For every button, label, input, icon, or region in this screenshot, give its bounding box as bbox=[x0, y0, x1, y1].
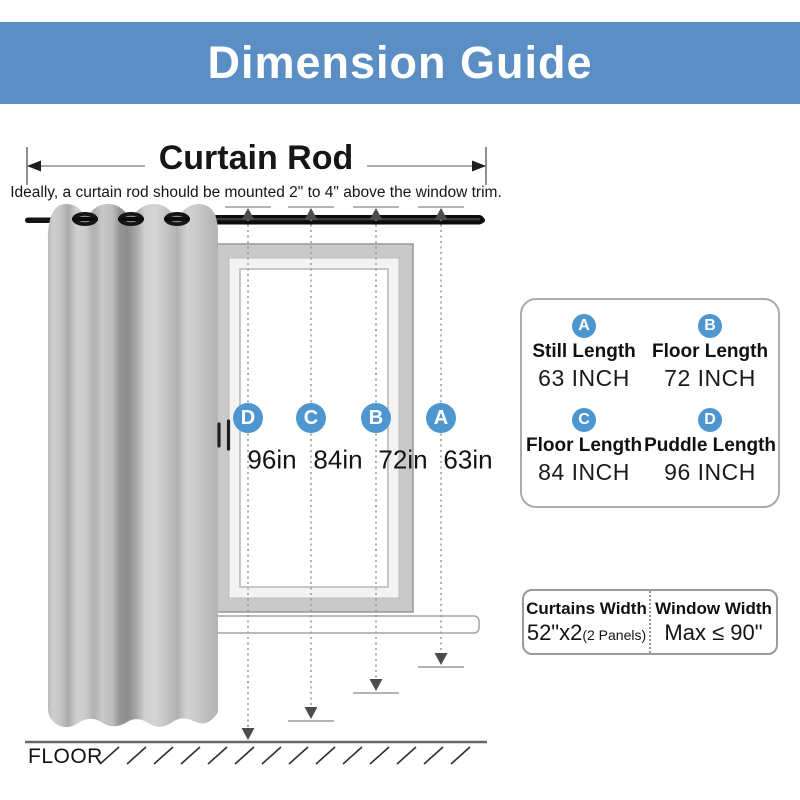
legend-value: 63 INCH bbox=[538, 365, 630, 391]
curtains-width-cell bbox=[524, 591, 649, 653]
window-width-label: Window Width bbox=[655, 598, 772, 618]
length-label-c: 84in bbox=[313, 444, 363, 475]
legend-label: Still Length bbox=[532, 341, 636, 362]
legend-label: Floor Length bbox=[525, 435, 643, 456]
window-sill bbox=[213, 616, 479, 633]
legend-label: Puddle Length bbox=[644, 435, 776, 456]
header-banner bbox=[0, 22, 800, 104]
curtain-panel bbox=[48, 204, 218, 727]
legend-badge-c: C bbox=[572, 408, 596, 432]
length-label-d: 96in bbox=[247, 444, 297, 475]
grommet-icon bbox=[72, 212, 98, 226]
floor-hatching bbox=[100, 747, 470, 764]
marker-badge-b: B bbox=[361, 403, 391, 433]
marker-badge-a: A bbox=[426, 403, 456, 433]
legend-item-c bbox=[524, 408, 644, 486]
arrow-down-icon bbox=[242, 653, 448, 740]
length-label-a: 63in bbox=[443, 444, 493, 475]
legend-badge-b: B bbox=[698, 314, 722, 338]
grommet-icon bbox=[164, 212, 190, 226]
curtain-rod-heading: Curtain Rod bbox=[0, 139, 512, 178]
curtains-width-value: 52"x2(2 Panels) bbox=[526, 619, 647, 645]
rod-mounting-note: Ideally, a curtain rod should be mounted 2" to 4" above the window trim. bbox=[10, 184, 502, 201]
legend-value: 72 INCH bbox=[664, 365, 756, 391]
page-title: Dimension Guide bbox=[207, 37, 593, 88]
marker-badge-c: C bbox=[296, 403, 326, 433]
width-info-box bbox=[522, 589, 778, 655]
legend-badge-d: D bbox=[698, 408, 722, 432]
marker-badge-d: D bbox=[233, 403, 263, 433]
legend-value: 96 INCH bbox=[664, 459, 756, 485]
bottom-measure-terminators bbox=[242, 653, 465, 740]
legend-value: 84 INCH bbox=[538, 459, 630, 485]
length-label-b: 72in bbox=[378, 444, 428, 475]
legend-badge-a: A bbox=[572, 314, 596, 338]
curtains-width-note: (2 Panels) bbox=[582, 626, 647, 643]
grommets bbox=[72, 212, 190, 226]
legend-item-d bbox=[644, 408, 776, 486]
grommet-icon bbox=[118, 212, 144, 226]
curtains-width-label: Curtains Width bbox=[526, 598, 647, 618]
window-width-cell bbox=[649, 591, 776, 653]
length-legend-box bbox=[520, 298, 780, 508]
floor-label: FLOOR bbox=[28, 745, 103, 768]
legend-item-a bbox=[524, 314, 644, 392]
legend-label: Floor Length bbox=[651, 341, 769, 362]
legend-item-b bbox=[644, 314, 776, 392]
window-width-value: Max ≤ 90" bbox=[664, 619, 763, 645]
